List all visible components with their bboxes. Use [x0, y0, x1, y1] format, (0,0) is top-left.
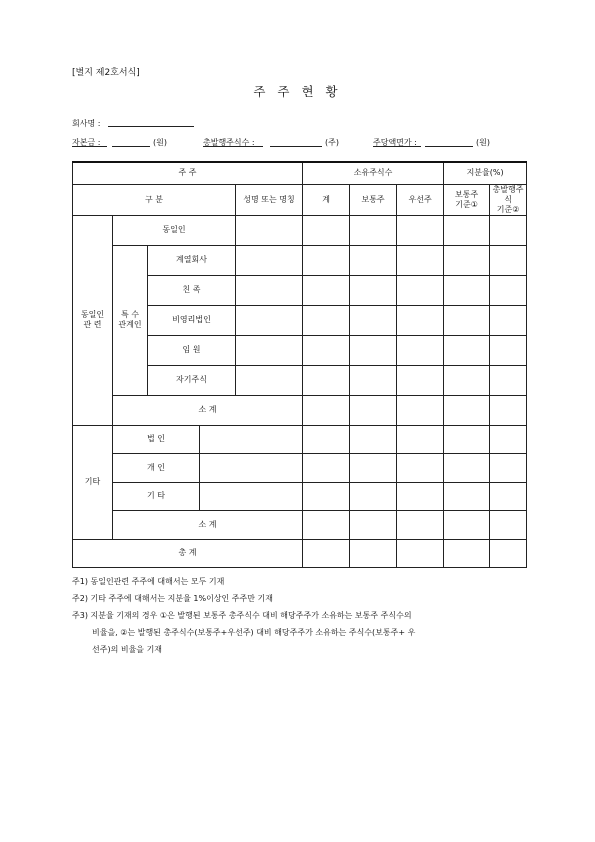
cell-ratio-common[interactable] — [444, 275, 490, 305]
group-related-label — [73, 215, 113, 425]
cell-total[interactable] — [303, 482, 350, 510]
cell-name[interactable] — [236, 245, 303, 275]
cell-ratio-issued[interactable] — [490, 335, 527, 365]
cell-name[interactable] — [200, 425, 303, 453]
row-label-other: 기 타 — [113, 482, 200, 510]
par-value-field[interactable] — [425, 146, 473, 147]
cell-common[interactable] — [350, 482, 397, 510]
table-row — [73, 482, 527, 510]
cell-preferred[interactable] — [397, 539, 444, 567]
cell-ratio-common[interactable] — [444, 305, 490, 335]
capital-field[interactable] — [112, 146, 150, 147]
cell-common[interactable] — [350, 305, 397, 335]
cell-preferred[interactable] — [397, 335, 444, 365]
table-row — [73, 395, 527, 425]
cell-name[interactable] — [236, 335, 303, 365]
footnote-3-cont-2: 선주)의 비율을 기재 — [92, 645, 163, 654]
cell-total[interactable] — [303, 453, 350, 482]
cell-ratio-common[interactable] — [444, 245, 490, 275]
cell-common[interactable] — [350, 365, 397, 395]
total-shares-field[interactable] — [270, 146, 322, 147]
cell-preferred[interactable] — [397, 305, 444, 335]
header-total: 계 — [303, 184, 350, 215]
cell-name[interactable] — [200, 453, 303, 482]
cell-common[interactable] — [350, 425, 397, 453]
cell-preferred[interactable] — [397, 453, 444, 482]
group-special-line2: 관계인 — [118, 320, 142, 329]
table-row — [73, 245, 527, 275]
cell-total[interactable] — [303, 305, 350, 335]
cell-total[interactable] — [303, 215, 350, 245]
cell-ratio-common[interactable] — [444, 425, 490, 453]
cell-common[interactable] — [350, 395, 397, 425]
cell-ratio-issued[interactable] — [490, 275, 527, 305]
cell-ratio-common[interactable] — [444, 365, 490, 395]
cell-ratio-issued[interactable] — [490, 482, 527, 510]
cell-preferred[interactable] — [397, 510, 444, 539]
table-row — [73, 539, 527, 567]
cell-name[interactable] — [236, 215, 303, 245]
cell-name[interactable] — [236, 305, 303, 335]
row-label-corporation: 법 인 — [113, 425, 200, 453]
row-label-subtotal-related: 소 계 — [113, 395, 303, 425]
cell-common[interactable] — [350, 453, 397, 482]
header-common-basis-line2: 기준① — [455, 199, 478, 209]
cell-ratio-issued[interactable] — [490, 245, 527, 275]
footnotes — [72, 573, 532, 658]
row-label-same-person: 동일인 — [113, 215, 236, 245]
group-other-label: 기타 — [73, 425, 113, 539]
header-owned-shares: 소유주식수 — [303, 162, 444, 184]
cell-common[interactable] — [350, 539, 397, 567]
cell-total[interactable] — [303, 395, 350, 425]
row-label-subtotal-other: 소 계 — [113, 510, 303, 539]
capital-label: 자본금 : — [72, 138, 101, 147]
cell-preferred[interactable] — [397, 425, 444, 453]
cell-total[interactable] — [303, 275, 350, 305]
page-title: 주 주 현 황 — [253, 84, 342, 99]
cell-ratio-common[interactable] — [444, 510, 490, 539]
footnote-3: 주3) 지분율 기재의 경우 ①은 발행된 보통주 총주식수 대비 해당주주가 소유하는 보통주 주식수의 — [72, 611, 412, 620]
cell-total[interactable] — [303, 365, 350, 395]
table-row — [73, 510, 527, 539]
company-name-field[interactable] — [108, 126, 194, 127]
par-value-label: 주당액면가 : — [373, 138, 417, 147]
total-shares-label: 총발행주식수 : — [203, 138, 255, 147]
header-issued-basis-line1: 총발행주식 — [492, 184, 524, 204]
row-label-individual: 개 인 — [113, 453, 200, 482]
group-special-label — [113, 245, 148, 395]
group-related-line1: 동일인 — [80, 310, 105, 319]
cell-ratio-issued[interactable] — [490, 215, 527, 245]
cell-ratio-common[interactable] — [444, 335, 490, 365]
cell-total[interactable] — [303, 510, 350, 539]
cell-ratio-common[interactable] — [444, 539, 490, 567]
cell-ratio-issued[interactable] — [490, 539, 527, 567]
cell-common[interactable] — [350, 215, 397, 245]
header-shareholder: 주 주 — [73, 162, 303, 184]
footnote-1: 주1) 동일인관련 주주에 대해서는 모두 기재 — [72, 577, 225, 586]
header-common-basis-line1: 보통주 — [455, 189, 479, 199]
cell-ratio-common[interactable] — [444, 453, 490, 482]
cell-preferred[interactable] — [397, 365, 444, 395]
cell-preferred[interactable] — [397, 245, 444, 275]
row-label-grand-total: 총 계 — [73, 539, 303, 567]
header-common: 보통주 — [350, 184, 397, 215]
cell-ratio-common[interactable] — [444, 395, 490, 425]
header-common-basis — [444, 184, 490, 215]
capital-label-underline — [72, 146, 107, 147]
cell-ratio-issued[interactable] — [490, 510, 527, 539]
cell-ratio-common[interactable] — [444, 482, 490, 510]
footnote-3-cont-1: 비율을, ②는 발행된 총주식수(보통주+우선주) 대비 해당주주가 소유하는 주식수(보통주+ 우 — [92, 628, 416, 637]
cell-total[interactable] — [303, 539, 350, 567]
cell-name[interactable] — [200, 482, 303, 510]
table-row — [73, 425, 527, 453]
cell-name[interactable] — [236, 365, 303, 395]
cell-preferred[interactable] — [397, 275, 444, 305]
total-shares-label-underline — [203, 146, 263, 147]
company-name-label: 회사명 : — [72, 119, 101, 128]
capital-unit: (원) — [153, 138, 167, 147]
header-ratio: 지분율(%) — [444, 162, 527, 184]
table-row — [73, 215, 527, 245]
group-related-line2: 관 련 — [83, 320, 102, 329]
total-shares-unit: (주) — [325, 138, 339, 147]
cell-ratio-issued[interactable] — [490, 425, 527, 453]
cell-total[interactable] — [303, 245, 350, 275]
group-special-line1: 특 수 — [121, 310, 139, 319]
cell-ratio-issued[interactable] — [490, 395, 527, 425]
cell-total[interactable] — [303, 335, 350, 365]
cell-preferred[interactable] — [397, 215, 444, 245]
row-label-executive: 임 원 — [148, 335, 236, 365]
row-label-relative: 친 족 — [148, 275, 236, 305]
header-name: 성명 또는 명칭 — [236, 184, 303, 215]
cell-ratio-issued[interactable] — [490, 365, 527, 395]
cell-ratio-issued[interactable] — [490, 453, 527, 482]
par-value-unit: (원) — [476, 138, 490, 147]
cell-preferred[interactable] — [397, 395, 444, 425]
row-label-affiliate: 계열회사 — [148, 245, 236, 275]
header-category: 구 분 — [73, 184, 236, 215]
header-row-1 — [73, 162, 527, 184]
row-label-nonprofit: 비영리법인 — [148, 305, 236, 335]
cell-total[interactable] — [303, 425, 350, 453]
cell-common[interactable] — [350, 245, 397, 275]
cell-common[interactable] — [350, 510, 397, 539]
shareholder-table — [72, 161, 527, 568]
footnote-2: 주2) 기타 주주에 대해서는 지분율 1%이상인 주주만 기재 — [72, 594, 273, 603]
header-issued-basis-line2: 기준② — [496, 204, 520, 214]
cell-common[interactable] — [350, 335, 397, 365]
cell-common[interactable] — [350, 275, 397, 305]
header-issued-basis — [490, 184, 527, 215]
cell-name[interactable] — [236, 275, 303, 305]
table-row — [73, 453, 527, 482]
cell-ratio-common[interactable] — [444, 215, 490, 245]
header-preferred: 우선주 — [397, 184, 444, 215]
header-row-2 — [73, 184, 527, 215]
cell-ratio-issued[interactable] — [490, 305, 527, 335]
par-value-label-underline — [373, 146, 421, 147]
form-number: [별지 제2호서식] — [72, 68, 140, 78]
cell-preferred[interactable] — [397, 482, 444, 510]
row-label-treasury: 자기주식 — [148, 365, 236, 395]
